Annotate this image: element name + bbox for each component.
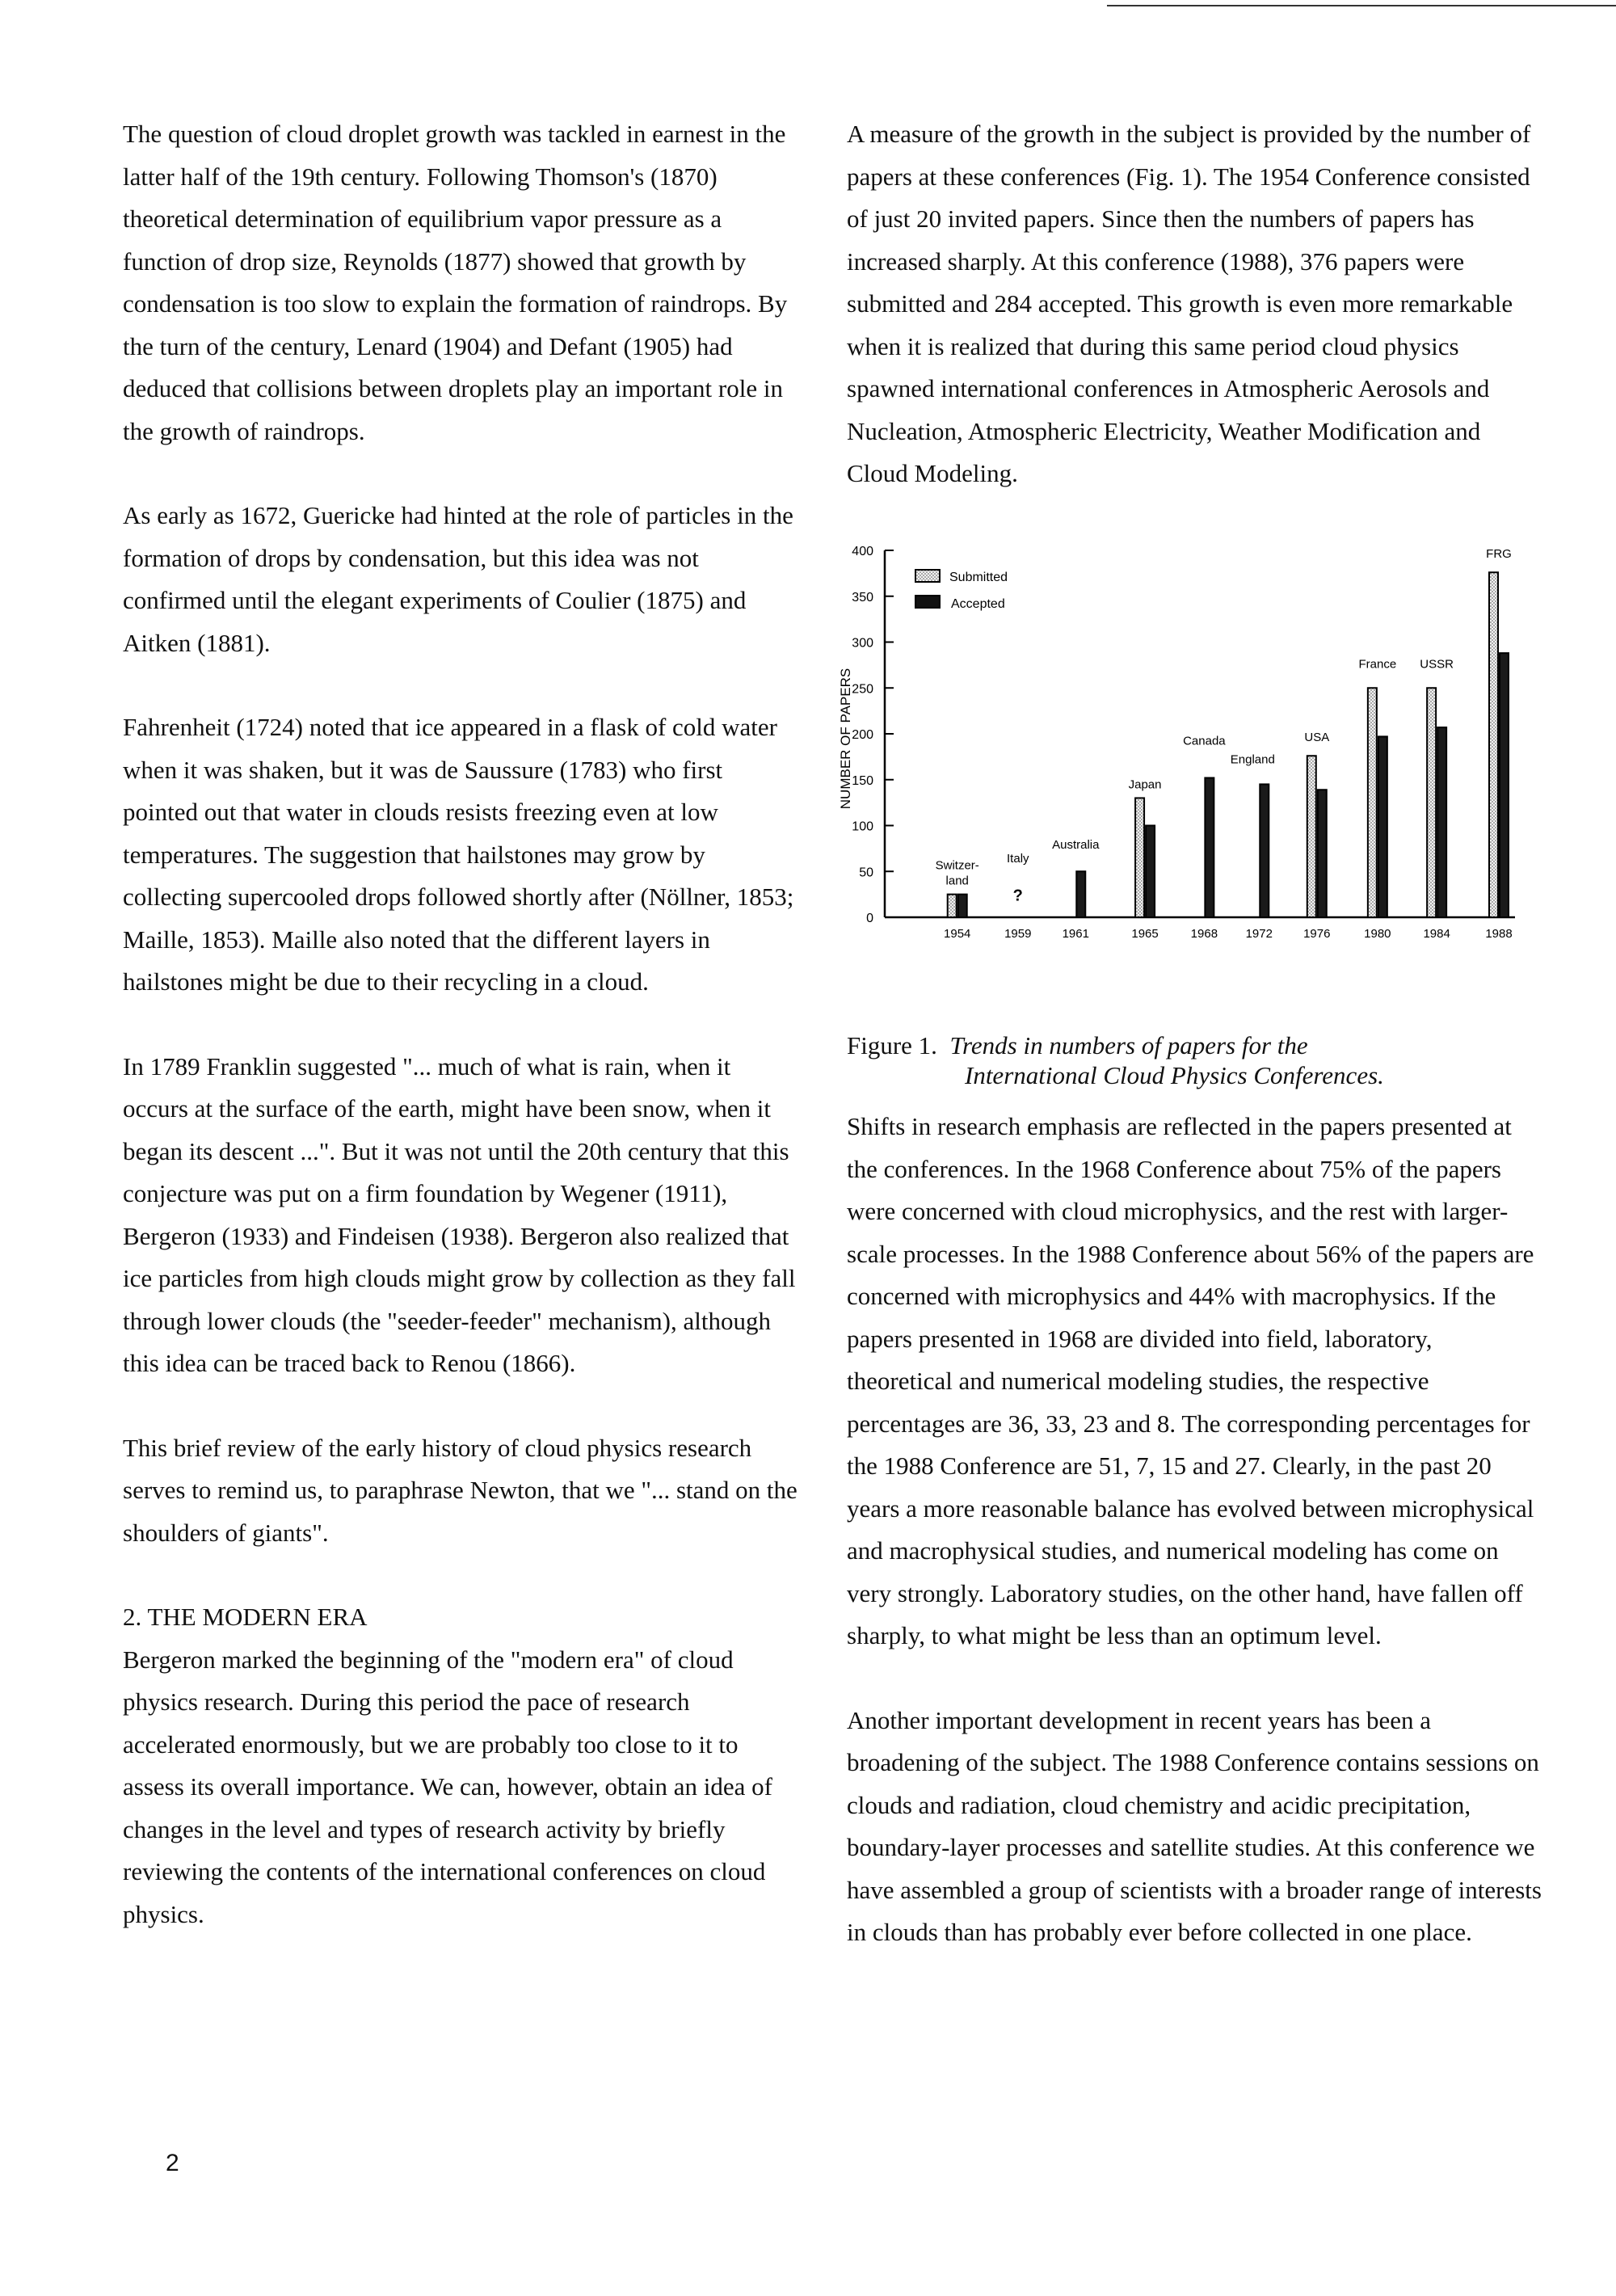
bar-submitted	[1427, 688, 1436, 917]
x-tick-label: 1988	[1485, 927, 1513, 941]
host-country-label: England	[1230, 752, 1275, 767]
x-tick-label: 1968	[1190, 927, 1218, 941]
x-tick-label: 1976	[1303, 927, 1331, 941]
caption-label: Figure 1.	[847, 1031, 937, 1060]
caption-line-1: Trends in numbers of papers for the	[949, 1031, 1308, 1060]
paragraph: In 1789 Franklin suggested "... much of what is rain, when it occurs at the surface of the earth, might have been snow, when it began its descent ...". But it was not until the 20th century that this conjecture was put on a firm foundation by Wegener (1911), Bergeron (1933) and Findeisen (1938). Bergeron also realized that ice particles from high clouds might grow by collection as they fall through lower clouds (the "seeder-feeder" mechanism), although this idea can be traced back to Renou (1866).	[123, 1051, 796, 1377]
section-heading: 2. THE MODERN ERA	[123, 1603, 368, 1631]
y-tick-label: 400	[852, 545, 873, 558]
right-column	[847, 113, 1542, 495]
paragraph: Another important development in recent years has been a broadening of the subject. The 1988 Conference contains sessions on clouds and radiation, cloud chemistry and acidic precipitation, boundary-layer processes and satellite studies. At this conference we have assembled a group of scientists with a broader range of interests in clouds than has probably ever before collected in one place.	[847, 1705, 1542, 1946]
x-tick-label: 1959	[1004, 927, 1032, 941]
x-tick-label: 1954	[944, 927, 971, 941]
bar-submitted	[1489, 572, 1498, 917]
x-tick-label: 1972	[1245, 927, 1273, 941]
y-tick-label: 100	[852, 819, 873, 834]
host-country-label: land	[945, 874, 969, 888]
bar-accepted	[1500, 653, 1509, 917]
right-column-lower	[847, 1106, 1542, 1996]
host-country-label: Canada	[1183, 734, 1226, 748]
host-country-label: Switzer-	[935, 858, 979, 873]
y-axis-label: NUMBER OF PAPERS	[838, 668, 853, 810]
host-country-label: Australia	[1052, 837, 1100, 852]
x-tick-label: 1980	[1364, 927, 1391, 941]
y-tick-label: 300	[852, 636, 873, 651]
x-tick-label: 1984	[1423, 927, 1450, 941]
y-tick-label: 150	[852, 773, 873, 788]
unknown-value-annotation: ?	[1012, 887, 1023, 905]
host-country-label: FRG	[1486, 547, 1512, 562]
paragraph: Bergeron marked the beginning of the "modern era" of cloud physics research. During this period the pace of research accelerated enormously, but we are probably too close to it to assess its overall importance. We can, however, obtain an idea of changes in the level and types of research activity by briefly reviewing the contents of the international conferences on cloud physics.	[123, 1645, 773, 1928]
paragraph: The question of cloud droplet growth was tackled in earnest in the latter half of the 19th century. Following Thomson's (1870) theoretical determination of equilibrium vapor pressure as a function of drop size, Reynolds (1877) showed that growth by condensation is too slow to explain the formation of raindrops. By the turn of the century, Lenard (1904) and Defant (1905) had deduced that collisions between droplets play an important role in the growth of raindrops.	[123, 120, 788, 445]
y-tick-label: 350	[852, 590, 873, 605]
y-tick-label: 50	[859, 866, 873, 880]
paragraph: Shifts in research emphasis are reflected in the papers presented at the conferences. In the 1968 Conference about 75% of the papers were concerned with cloud microphysics, and the rest with larger-scale processes. In the 1988 Conference about 56% of the papers are concerned with microphysics and 44% with macrophysics. If the papers presented in 1968 are divided into field, laboratory, theoretical and numerical modeling studies, the respective percentages are 36, 33, 23 and 8. The corresponding percentages for the 1988 Conference are 51, 7, 15 and 27. Clearly, in the past 20 years a more reasonable balance has evolved between microphysical and macrophysical studies, and numerical modeling has come on very strongly. Laboratory studies, on the other hand, have fallen off sharply, to what might be less than an optimum level.	[847, 1112, 1534, 1649]
y-tick-label: 250	[852, 682, 873, 697]
bar-accepted	[1318, 790, 1327, 917]
legend-swatch-accepted	[915, 596, 940, 608]
legend-swatch-submitted	[915, 570, 940, 582]
legend-label-accepted: Accepted	[951, 597, 1005, 611]
bar-submitted	[1135, 798, 1144, 917]
y-tick-label: 0	[866, 912, 873, 925]
bar-accepted	[1076, 871, 1085, 917]
paragraph: Fahrenheit (1724) noted that ice appeared in a flask of cold water when it was shaken, but it was de Saussure (1783) who first pointed out that water in clouds resists freezing even at low temperatures. The suggestion that hailstones may grow by collecting supercooled drops followed shortly after (Nöllner, 1853; Maille, 1853). Maille also noted that the different layers in hailstones might be due to their recycling in a cloud.	[123, 713, 794, 996]
host-country-label: France	[1358, 657, 1397, 672]
paragraph: A measure of the growth in the subject is provided by the number of papers at these conferences (Fig. 1). The 1954 Conference consisted of just 20 invited papers. Since then the numbers of papers has increased sharply. At this conference (1988), 376 papers were submitted and 284 accepted. This growth is even more remarkable when it is realized that during this same period cloud physics spawned international conferences in Atmospheric Aerosols and Nucleation, Atmospheric Electricity, Weather Modification and Cloud Modeling.	[847, 120, 1531, 487]
bar-submitted	[1368, 688, 1377, 917]
left-column	[123, 113, 802, 1978]
paragraph: As early as 1672, Guericke had hinted at the role of particles in the formation of drops by condensation, but this idea was not confirmed until the elegant experiments of Coulier (1875) and Aitken (1881).	[123, 501, 793, 657]
legend-label-submitted: Submitted	[949, 571, 1008, 584]
bar-accepted	[1260, 784, 1269, 917]
bar-submitted	[1307, 756, 1316, 917]
figure-caption	[847, 1030, 1542, 1090]
x-tick-label: 1965	[1131, 927, 1159, 941]
bar-submitted	[948, 895, 957, 917]
page-number: 2	[166, 2150, 179, 2176]
host-country-label: USSR	[1420, 657, 1454, 672]
host-country-label: Italy	[1007, 851, 1029, 866]
bar-accepted	[1146, 826, 1155, 918]
caption-line-2: International Cloud Physics Conferences.	[965, 1061, 1384, 1089]
bar-accepted	[958, 895, 967, 917]
y-tick-label: 200	[852, 728, 873, 742]
host-country-label: Japan	[1128, 777, 1162, 792]
page-top-rule	[1107, 5, 1616, 6]
host-country-label: USA	[1304, 731, 1330, 745]
x-tick-label: 1961	[1062, 927, 1089, 941]
bar-accepted	[1437, 727, 1446, 917]
figure-1-chart	[824, 537, 1535, 1038]
bar-accepted	[1378, 736, 1387, 917]
paragraph: This brief review of the early history of cloud physics research serves to remind us, to paraphrase Newton, that we "... stand on the shoulders of giants".	[123, 1433, 797, 1547]
bar-accepted	[1205, 777, 1214, 917]
